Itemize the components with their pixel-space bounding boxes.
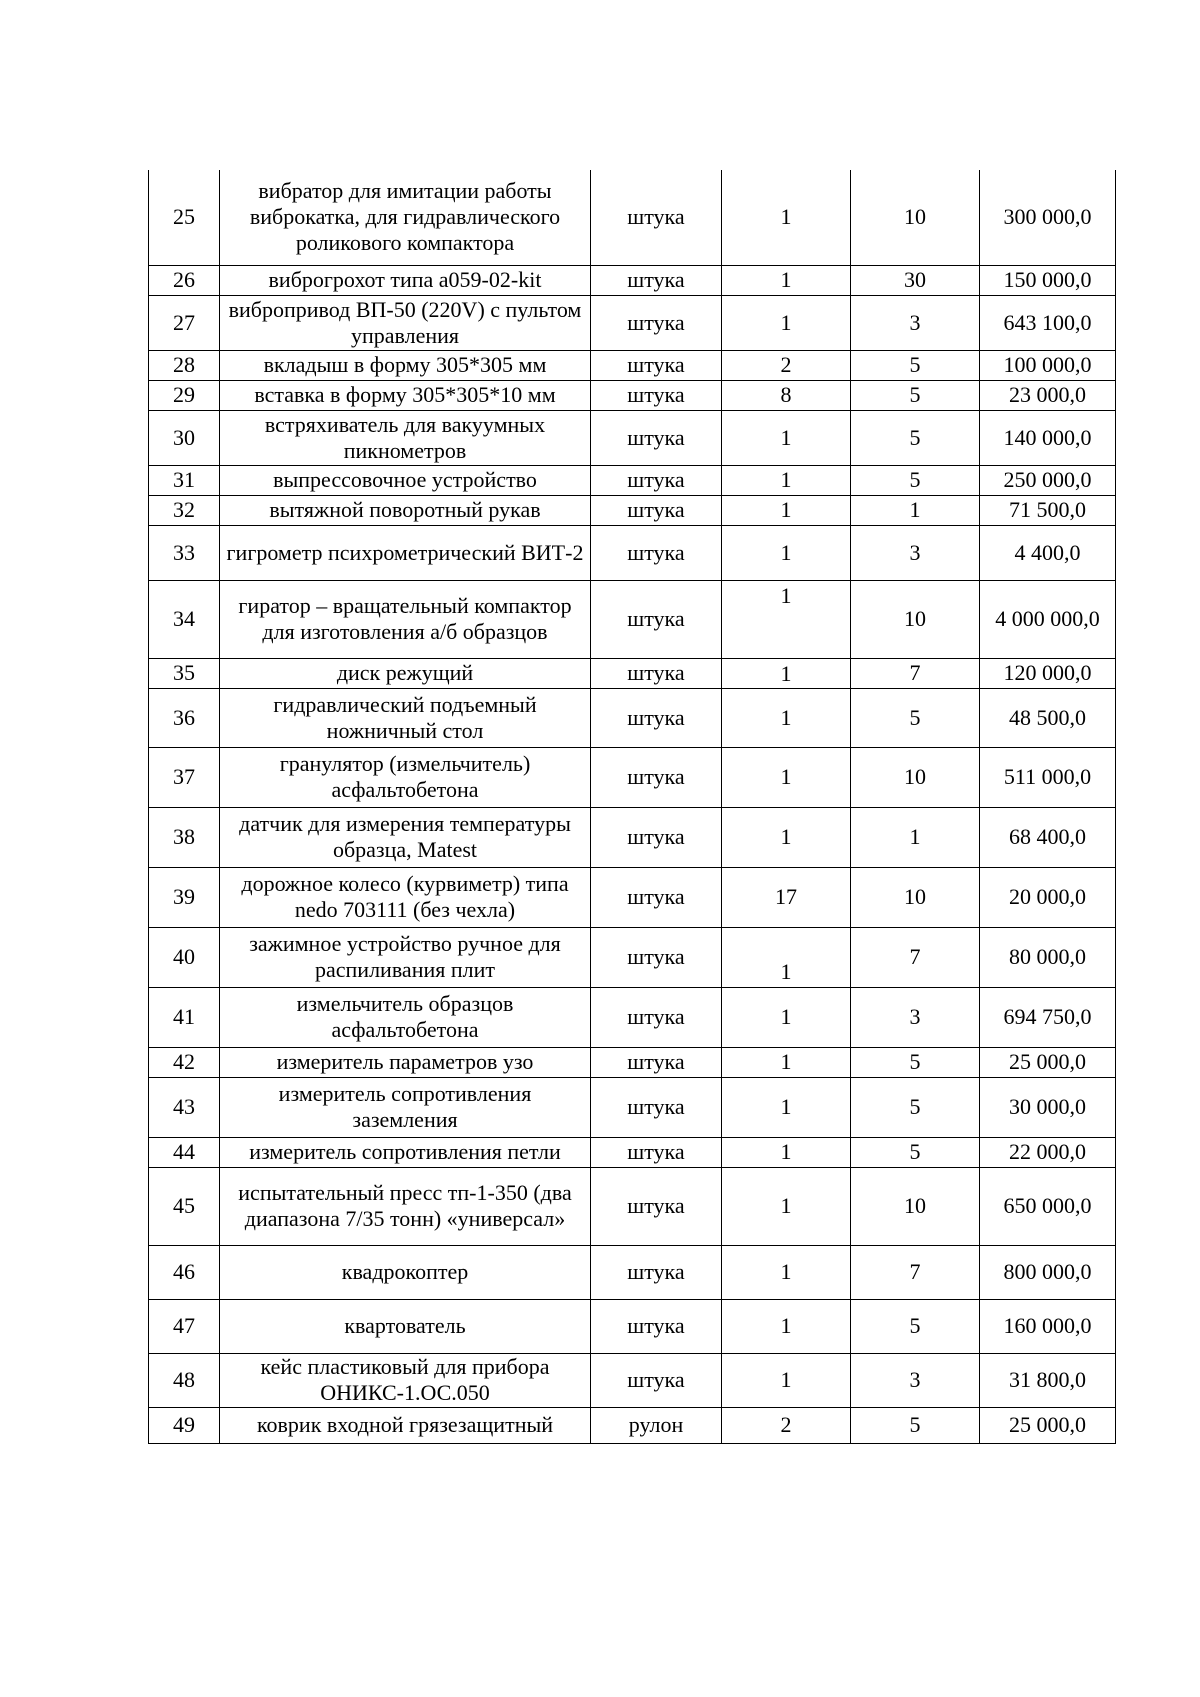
price-cell: 300 000,0 bbox=[980, 170, 1116, 265]
item-name: квадрокоптер bbox=[220, 1245, 591, 1299]
price-cell: 800 000,0 bbox=[980, 1245, 1116, 1299]
item-name: дорожное колесо (курвиметр) типа nedo 703111 (без чехла) bbox=[220, 867, 591, 927]
table-row bbox=[149, 295, 1116, 350]
service-life-cell: 5 bbox=[851, 410, 980, 465]
row-number: 49 bbox=[149, 1407, 220, 1443]
row-number: 45 bbox=[149, 1167, 220, 1245]
unit-cell: штука bbox=[591, 807, 722, 867]
service-life-cell: 5 bbox=[851, 1077, 980, 1137]
service-life-cell: 5 bbox=[851, 1137, 980, 1167]
service-life-cell: 5 bbox=[851, 688, 980, 747]
price-cell: 68 400,0 bbox=[980, 807, 1116, 867]
item-name: вкладыш в форму 305*305 мм bbox=[220, 350, 591, 380]
row-number: 36 bbox=[149, 688, 220, 747]
service-life-cell: 5 bbox=[851, 465, 980, 495]
unit-cell: штука bbox=[591, 747, 722, 807]
price-cell: 150 000,0 bbox=[980, 265, 1116, 295]
price-cell: 650 000,0 bbox=[980, 1167, 1116, 1245]
unit-cell: штука bbox=[591, 350, 722, 380]
unit-cell: штука bbox=[591, 380, 722, 410]
unit-cell: штука bbox=[591, 295, 722, 350]
unit-cell: штука bbox=[591, 688, 722, 747]
item-name: измеритель сопротивления петли bbox=[220, 1137, 591, 1167]
price-cell: 23 000,0 bbox=[980, 380, 1116, 410]
table-row bbox=[149, 410, 1116, 465]
quantity-cell: 2 bbox=[722, 1407, 851, 1443]
row-number: 46 bbox=[149, 1245, 220, 1299]
unit-cell: штука bbox=[591, 867, 722, 927]
price-cell: 31 800,0 bbox=[980, 1353, 1116, 1407]
row-number: 26 bbox=[149, 265, 220, 295]
price-cell: 100 000,0 bbox=[980, 350, 1116, 380]
row-number: 38 bbox=[149, 807, 220, 867]
row-number: 41 bbox=[149, 987, 220, 1047]
service-life-cell: 3 bbox=[851, 987, 980, 1047]
service-life-cell: 10 bbox=[851, 580, 980, 658]
table-row bbox=[149, 1047, 1116, 1077]
quantity-cell: 1 bbox=[722, 170, 851, 265]
service-life-cell: 5 bbox=[851, 1047, 980, 1077]
item-name: гигрометр психрометрический ВИТ-2 bbox=[220, 525, 591, 580]
item-name: вибропривод ВП-50 (220V) с пультом управления bbox=[220, 295, 591, 350]
item-name: гидравлический подъемный ножничный стол bbox=[220, 688, 591, 747]
quantity-cell: 1 bbox=[722, 987, 851, 1047]
row-number: 30 bbox=[149, 410, 220, 465]
service-life-cell: 7 bbox=[851, 658, 980, 688]
item-name: виброгрохот типа a059-02-kit bbox=[220, 265, 591, 295]
table-row bbox=[149, 265, 1116, 295]
service-life-cell: 10 bbox=[851, 867, 980, 927]
table-row bbox=[149, 350, 1116, 380]
unit-cell: штука bbox=[591, 658, 722, 688]
row-number: 28 bbox=[149, 350, 220, 380]
row-number: 34 bbox=[149, 580, 220, 658]
item-name: вставка в форму 305*305*10 мм bbox=[220, 380, 591, 410]
item-name: диск режущий bbox=[220, 658, 591, 688]
price-cell: 20 000,0 bbox=[980, 867, 1116, 927]
item-name: датчик для измерения температуры образца, Matest bbox=[220, 807, 591, 867]
row-number: 39 bbox=[149, 867, 220, 927]
table-row bbox=[149, 1407, 1116, 1443]
row-number: 27 bbox=[149, 295, 220, 350]
item-name: испытательный пресс тп-1-350 (два диапазона 7/35 тонн) «универсал» bbox=[220, 1167, 591, 1245]
service-life-cell: 7 bbox=[851, 1245, 980, 1299]
quantity-cell: 1 bbox=[722, 1077, 851, 1137]
row-number: 42 bbox=[149, 1047, 220, 1077]
service-life-cell: 5 bbox=[851, 350, 980, 380]
service-life-cell: 5 bbox=[851, 1407, 980, 1443]
price-cell: 160 000,0 bbox=[980, 1299, 1116, 1353]
item-name: встряхиватель для вакуумных пикнометров bbox=[220, 410, 591, 465]
table-row bbox=[149, 525, 1116, 580]
unit-cell: штука bbox=[591, 1353, 722, 1407]
unit-cell: штука bbox=[591, 525, 722, 580]
unit-cell: рулон bbox=[591, 1407, 722, 1443]
service-life-cell: 5 bbox=[851, 380, 980, 410]
unit-cell: штука bbox=[591, 465, 722, 495]
quantity-cell: 1 bbox=[722, 1167, 851, 1245]
table-row bbox=[149, 1353, 1116, 1407]
item-name: кейс пластиковый для прибора ОНИКС-1.ОС.050 bbox=[220, 1353, 591, 1407]
row-number: 35 bbox=[149, 658, 220, 688]
quantity-cell: 2 bbox=[722, 350, 851, 380]
table-row bbox=[149, 380, 1116, 410]
table-row bbox=[149, 465, 1116, 495]
price-cell: 694 750,0 bbox=[980, 987, 1116, 1047]
table-row bbox=[149, 495, 1116, 525]
quantity-cell: 1 bbox=[722, 927, 851, 987]
table-row bbox=[149, 170, 1116, 265]
item-name: коврик входной грязезащитный bbox=[220, 1407, 591, 1443]
table-row bbox=[149, 580, 1116, 658]
unit-cell: штука bbox=[591, 1047, 722, 1077]
quantity-cell: 1 bbox=[722, 410, 851, 465]
table-row bbox=[149, 1299, 1116, 1353]
price-cell: 30 000,0 bbox=[980, 1077, 1116, 1137]
service-life-cell: 5 bbox=[851, 1299, 980, 1353]
quantity-cell: 1 bbox=[722, 1047, 851, 1077]
item-name: измельчитель образцов асфальтобетона bbox=[220, 987, 591, 1047]
item-name: измеритель сопротивления заземления bbox=[220, 1077, 591, 1137]
row-number: 37 bbox=[149, 747, 220, 807]
quantity-cell: 1 bbox=[722, 1137, 851, 1167]
service-life-cell: 1 bbox=[851, 495, 980, 525]
price-cell: 250 000,0 bbox=[980, 465, 1116, 495]
row-number: 25 bbox=[149, 170, 220, 265]
price-cell: 48 500,0 bbox=[980, 688, 1116, 747]
table-row bbox=[149, 1245, 1116, 1299]
item-name: вибратор для имитации работы виброкатка, для гидравлического роликового компактора bbox=[220, 170, 591, 265]
price-cell: 140 000,0 bbox=[980, 410, 1116, 465]
quantity-cell: 1 bbox=[722, 295, 851, 350]
item-name: зажимное устройство ручное для распиливания плит bbox=[220, 927, 591, 987]
quantity-cell: 1 bbox=[722, 1299, 851, 1353]
table-row bbox=[149, 747, 1116, 807]
quantity-cell: 1 bbox=[722, 747, 851, 807]
unit-cell: штука bbox=[591, 987, 722, 1047]
equipment-table bbox=[148, 170, 1116, 1444]
table-row bbox=[149, 987, 1116, 1047]
service-life-cell: 3 bbox=[851, 1353, 980, 1407]
row-number: 43 bbox=[149, 1077, 220, 1137]
price-cell: 4 000 000,0 bbox=[980, 580, 1116, 658]
row-number: 48 bbox=[149, 1353, 220, 1407]
quantity-cell: 1 bbox=[722, 1353, 851, 1407]
service-life-cell: 10 bbox=[851, 1167, 980, 1245]
price-cell: 120 000,0 bbox=[980, 658, 1116, 688]
table-row bbox=[149, 1167, 1116, 1245]
quantity-cell: 1 bbox=[722, 807, 851, 867]
service-life-cell: 3 bbox=[851, 525, 980, 580]
quantity-cell: 1 bbox=[722, 658, 851, 688]
price-cell: 71 500,0 bbox=[980, 495, 1116, 525]
table-row bbox=[149, 1077, 1116, 1137]
unit-cell: штука bbox=[591, 1167, 722, 1245]
quantity-cell: 1 bbox=[722, 580, 851, 658]
service-life-cell: 10 bbox=[851, 170, 980, 265]
table-row bbox=[149, 688, 1116, 747]
table-row bbox=[149, 927, 1116, 987]
row-number: 33 bbox=[149, 525, 220, 580]
quantity-cell: 1 bbox=[722, 265, 851, 295]
unit-cell: штука bbox=[591, 410, 722, 465]
service-life-cell: 1 bbox=[851, 807, 980, 867]
service-life-cell: 7 bbox=[851, 927, 980, 987]
item-name: измеритель параметров узо bbox=[220, 1047, 591, 1077]
table-body bbox=[149, 170, 1116, 1443]
price-cell: 25 000,0 bbox=[980, 1047, 1116, 1077]
unit-cell: штука bbox=[591, 927, 722, 987]
row-number: 31 bbox=[149, 465, 220, 495]
table-row bbox=[149, 867, 1116, 927]
table-row bbox=[149, 807, 1116, 867]
price-cell: 22 000,0 bbox=[980, 1137, 1116, 1167]
price-cell: 643 100,0 bbox=[980, 295, 1116, 350]
service-life-cell: 10 bbox=[851, 747, 980, 807]
row-number: 32 bbox=[149, 495, 220, 525]
row-number: 44 bbox=[149, 1137, 220, 1167]
quantity-cell: 1 bbox=[722, 465, 851, 495]
quantity-cell: 8 bbox=[722, 380, 851, 410]
service-life-cell: 30 bbox=[851, 265, 980, 295]
item-name: вытяжной поворотный рукав bbox=[220, 495, 591, 525]
item-name: выпрессовочное устройство bbox=[220, 465, 591, 495]
row-number: 29 bbox=[149, 380, 220, 410]
unit-cell: штука bbox=[591, 495, 722, 525]
price-cell: 511 000,0 bbox=[980, 747, 1116, 807]
unit-cell: штука bbox=[591, 1245, 722, 1299]
unit-cell: штука bbox=[591, 265, 722, 295]
unit-cell: штука bbox=[591, 1077, 722, 1137]
unit-cell: штука bbox=[591, 1137, 722, 1167]
price-cell: 80 000,0 bbox=[980, 927, 1116, 987]
service-life-cell: 3 bbox=[851, 295, 980, 350]
quantity-cell: 17 bbox=[722, 867, 851, 927]
table-row bbox=[149, 658, 1116, 688]
unit-cell: штука bbox=[591, 1299, 722, 1353]
item-name: квартователь bbox=[220, 1299, 591, 1353]
unit-cell: штука bbox=[591, 170, 722, 265]
quantity-cell: 1 bbox=[722, 1245, 851, 1299]
unit-cell: штука bbox=[591, 580, 722, 658]
row-number: 40 bbox=[149, 927, 220, 987]
item-name: гиратор – вращательный компактор для изготовления а/б образцов bbox=[220, 580, 591, 658]
price-cell: 25 000,0 bbox=[980, 1407, 1116, 1443]
quantity-cell: 1 bbox=[722, 495, 851, 525]
quantity-cell: 1 bbox=[722, 525, 851, 580]
item-name: гранулятор (измельчитель) асфальтобетона bbox=[220, 747, 591, 807]
table-row bbox=[149, 1137, 1116, 1167]
row-number: 47 bbox=[149, 1299, 220, 1353]
price-cell: 4 400,0 bbox=[980, 525, 1116, 580]
quantity-cell: 1 bbox=[722, 688, 851, 747]
